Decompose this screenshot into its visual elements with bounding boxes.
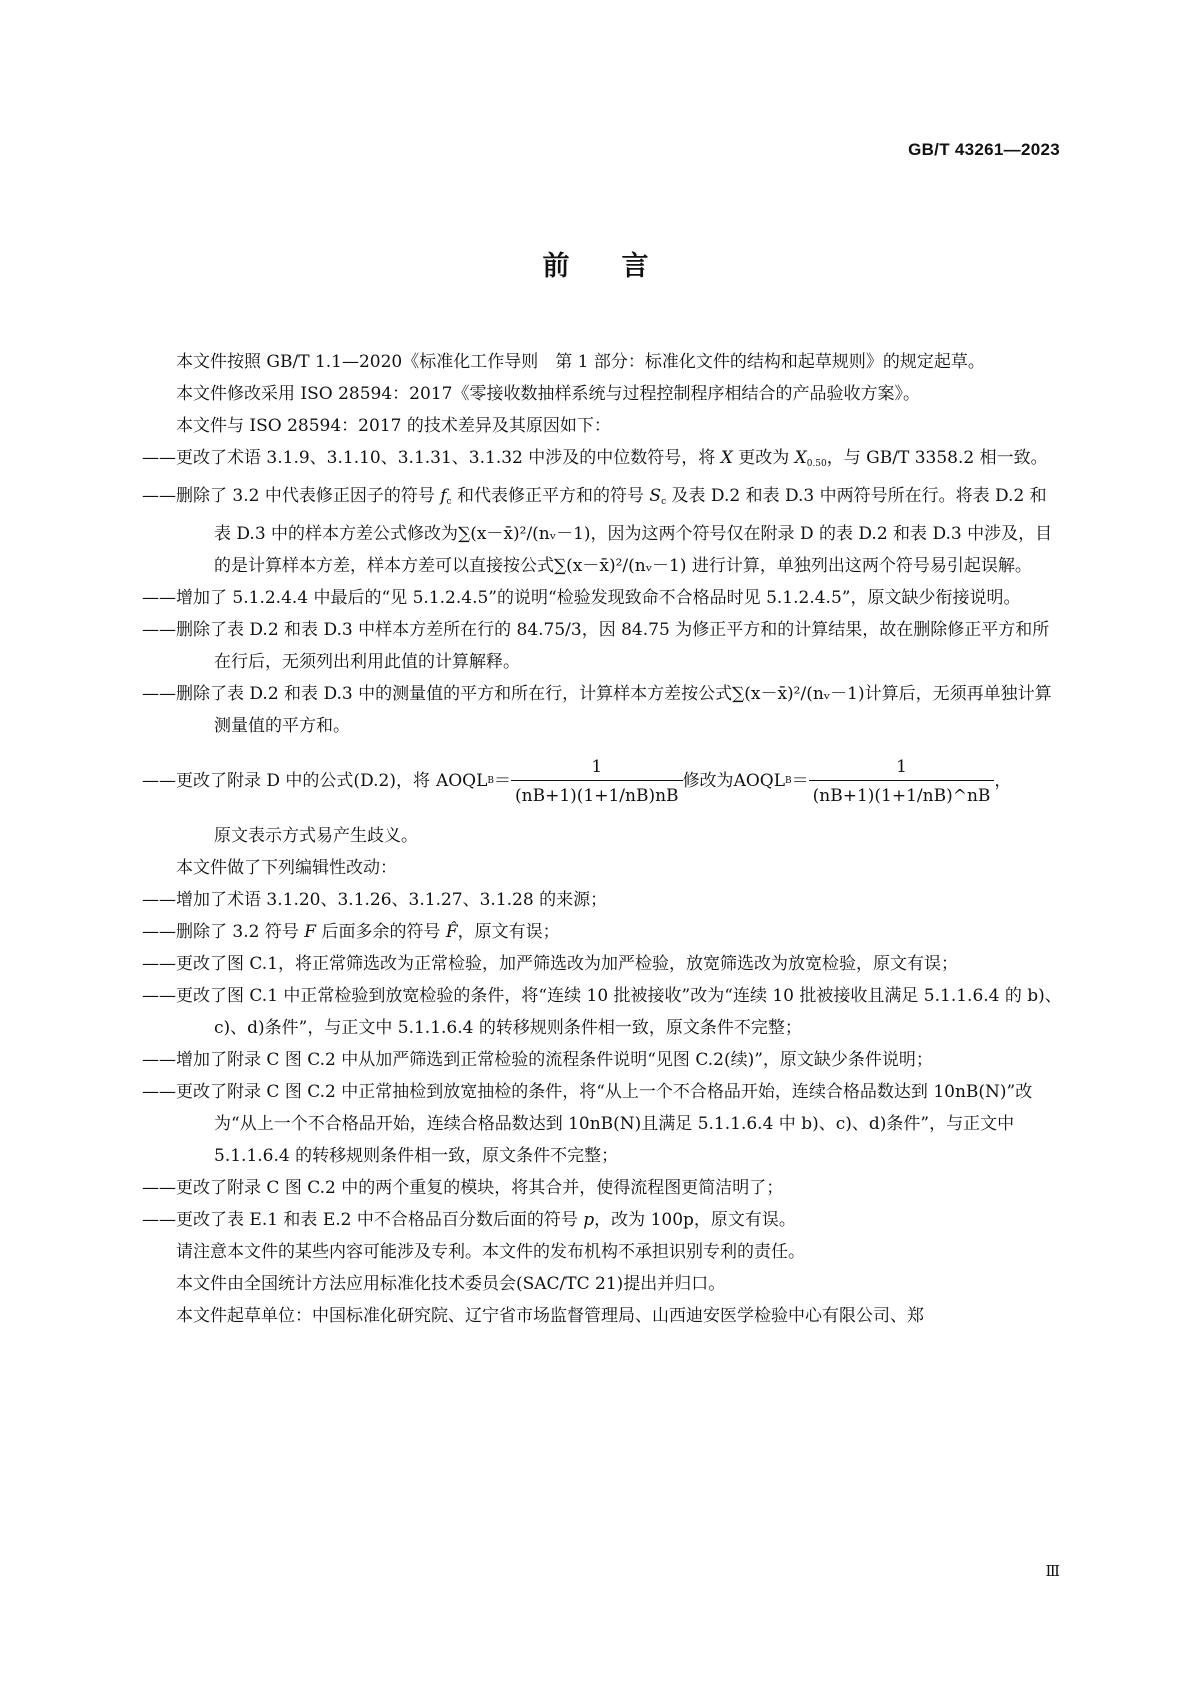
variance-formula: ∑(x－x̄)²/(nᵥ－1) (458, 524, 591, 544)
list-item: ——删除了表 D.2 和表 D.3 中的测量值的平方和所在行，计算样本方差按公式∑(x－x̄)²/(nᵥ－1)计算后，无须再单独计算测量值的平方和。 (142, 684, 1052, 736)
aoql-formula-new: $\frac{1}{(nB+1)(1+1/nB)\^{}nB}$ (809, 756, 995, 807)
preface-body (142, 346, 1062, 1332)
formula-note: 原文表示方式易产生歧义。 (214, 826, 418, 846)
page-number: Ⅲ (1045, 1562, 1060, 1580)
list-item: ——增加了 5.1.2.4.4 中最后的“见 5.1.2.4.5”的说明“检验发现致命不合格品时见 5.1.2.4.5”，原文缺少衔接说明。 (142, 588, 1021, 608)
page-title: 前言 (542, 251, 701, 282)
list-item: ——更改了表 E.1 和表 E.2 中不合格品百分数后面的符号 p，改为 100p，原文有误。 (142, 1210, 796, 1230)
paragraph-editorial-changes: 本文件做了下列编辑性改动： (176, 858, 397, 878)
list-item: ——更改了术语 3.1.9、3.1.10、3.1.31、3.1.32 中涉及的中位数符号，将 X 更改为 $X_{0.50}$，与 GB/T 3358.2 相一致。 (142, 448, 1048, 469)
list-item: ——增加了附录 C 图 C.2 中从加严筛选到正常检验的流程条件说明“见图 C.2(续)”，原文缺少条件说明； (142, 1050, 933, 1070)
standard-code: GB/T 43261—2023 (908, 140, 1060, 159)
aoql-formula-old: $\frac{1}{(nB+1)(1+1/nB)nB}$ (511, 756, 683, 807)
list-item: ——更改了附录 C 图 C.2 中的两个重复的模块，将其合并，使得流程图更简洁明了； (142, 1178, 784, 1198)
paragraph-adoption: 本文件修改采用 ISO 28594：2017《零接收数抽样系统与过程控制程序相结合的产品验收方案》。 (176, 384, 920, 404)
paragraph-drafting-units: 本文件起草单位：中国标准化研究院、辽宁省市场监督管理局、山西迪安医学检验中心有限公司、郑 (176, 1306, 924, 1326)
list-item: ——更改了图 C.1，将正常筛选改为正常检验，加严筛选改为加严检验，放宽筛选改为放宽检验，原文有误； (142, 954, 959, 974)
list-item: ——更改了附录 C 图 C.2 中正常抽检到放宽抽检的条件，将“从上一个不合格品开始，连续合格品数达到 10nB(N)”改为“从上一个不合格品开始，连续合格品数达到 10nB(N)且满足 5.1.1.6.4 中 b)、c)、d)条件”，与正文中 5.1.1.6.4 的转移规则条件相一致，原文条件不完整； (142, 1082, 1033, 1166)
list-item: ——删除了 3.2 中代表修正因子的符号 $f_c$ 和代表修正平方和的符号 $S_c$ 及表 D.2 和表 D.3 中两符号所在行。将表 D.2 和表 D.3 中的样本方差公式修改为∑(x－x̄)²/(nᵥ－1)，因为这两个符号仅在附录 D 的表 D.2 和表 D.3 中涉及，目的是计算样本方差，样本方差可以直接按公式∑(x－x̄)²/(nᵥ－1) 进行计算，单独列出这两个符号易引起误解。 (142, 486, 1053, 576)
list-item: ——删除了 3.2 符号 F 后面多余的符号 F̂，原文有误； (142, 922, 560, 942)
paragraph-proposer: 本文件由全国统计方法应用标准化技术委员会(SAC/TC 21)提出并归口。 (176, 1274, 726, 1294)
paragraph-patent-notice: 请注意本文件的某些内容可能涉及专利。本文件的发布机构不承担识别专利的责任。 (176, 1242, 805, 1262)
list-item: ——更改了图 C.1 中正常检验到放宽检验的条件，将“连续 10 批被接收”改为“连续 10 批被接收且满足 5.1.1.6.4 的 b)、c)、d)条件”，与正文中 5.1.1.6.4 的转移规则条件相一致，原文条件不完整； (142, 986, 1062, 1038)
paragraph-drafting-basis: 本文件按照 GB/T 1.1—2020《标准化工作导则 第 1 部分：标准化文件的结构和起草规则》的规定起草。 (176, 352, 985, 372)
list-item: ——增加了术语 3.1.20、3.1.26、3.1.27、3.1.28 的来源； (142, 890, 608, 910)
variance-formula: ∑(x－x̄)²/(nᵥ－1) (732, 684, 865, 704)
paragraph-technical-differences: 本文件与 ISO 28594：2017 的技术差异及其原因如下： (176, 416, 611, 436)
variance-formula: ∑(x－x̄)²/(nᵥ－1) (554, 556, 687, 576)
list-item-formula: ——更改了附录 D 中的公式(D.2)，将 AOQL B ＝ $\frac{1}{(nB+1)(1+1/nB)nB}$ 修改为 AOQL B ＝ $\frac{1}{(nB+1)(1+1/nB)\^{}nB}$ ， (142, 756, 1012, 806)
list-item: ——删除了表 D.2 和表 D.3 中样本方差所在行的 84.75/3，因 84.75 为修正平方和的计算结果，故在删除修正平方和所在行后，无须列出利用此值的计算解释。 (142, 620, 1050, 672)
